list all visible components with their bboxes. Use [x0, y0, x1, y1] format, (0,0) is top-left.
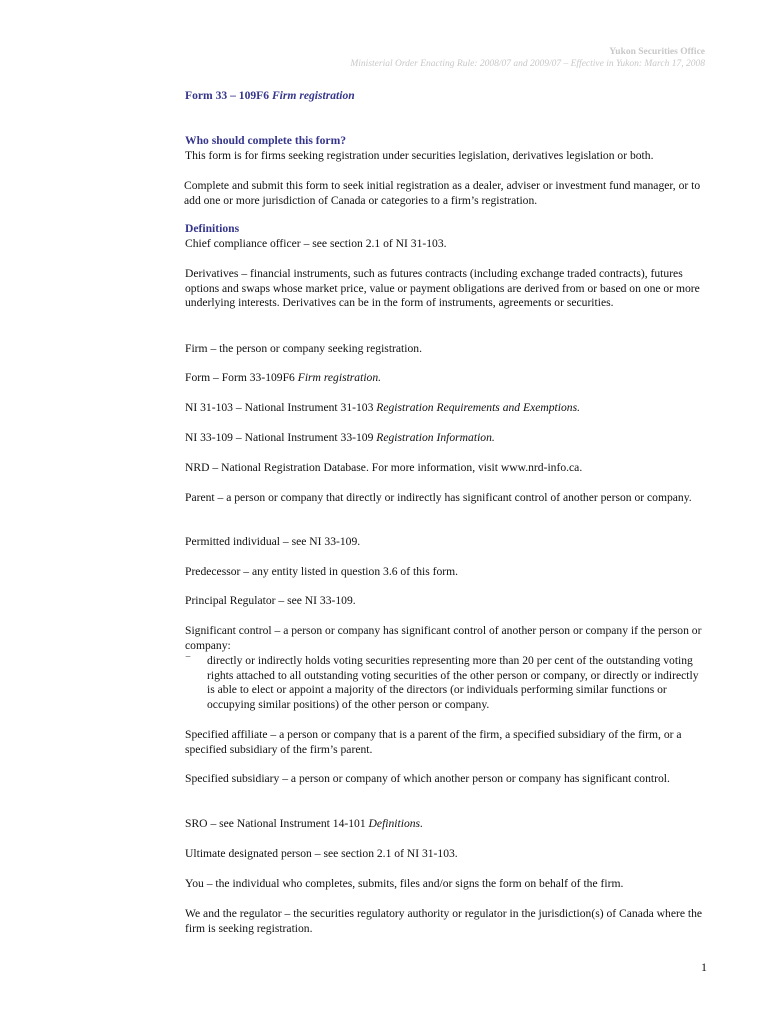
- definition-ultimate-designated-person: Ultimate designated person – see section 2.1 of NI 31-103.: [185, 847, 458, 860]
- who-paragraph-1: This form is for firms seeking registration under securities legislation, derivatives legislation or both.: [185, 149, 654, 162]
- page-number: 1: [701, 960, 707, 974]
- definition-derivatives: Derivatives – financial instruments, such as futures contracts (including exchange traded contracts), futures options and swaps whose market price, value or payment obligations are derived from or based on one or more underlying interests. Derivatives can be in the form of instruments, agreements or securities.: [185, 267, 700, 310]
- definition-principal-regulator: Principal Regulator – see NI 33-109.: [185, 594, 356, 607]
- definition-significant-control: Significant control – a person or company has significant control of another person or company if the person or company:: [185, 624, 702, 652]
- definition-we-and-the-regulator: We and the regulator – the securities regulatory authority or regulator in the jurisdiction(s) of Canada where the firm is seeking registration.: [185, 907, 703, 935]
- definitions-heading: Definitions: [185, 222, 240, 235]
- form-title: [185, 89, 715, 104]
- header-office: Yukon Securities Office: [609, 47, 705, 57]
- definition-ni-33-109-italic: Registration Information.: [376, 431, 495, 444]
- who-heading: Who should complete this form?: [185, 134, 347, 147]
- definition-predecessor: Predecessor – any entity listed in question 3.6 of this form.: [185, 565, 459, 578]
- definition-ni-33-109-text: NI 33-109 – National Instrument 33-109: [185, 431, 377, 444]
- definition-permitted-individual: Permitted individual – see NI 33-109.: [185, 535, 361, 548]
- definition-nrd: NRD – National Registration Database. For more information, visit www.nrd-info.ca.: [185, 461, 583, 474]
- definition-form-italic: Firm registration.: [297, 371, 382, 384]
- definition-cco: Chief compliance officer – see section 2.1 of NI 31-103.: [185, 237, 447, 250]
- definition-sro: [185, 817, 715, 832]
- definition-ni-31-103-italic: Registration Requirements and Exemptions.: [376, 401, 580, 414]
- definition-specified-subsidiary: Specified subsidiary – a person or company of which another person or company has significant control.: [185, 772, 670, 785]
- definition-sro-text: SRO – see National Instrument 14-101: [185, 817, 369, 830]
- definition-parent: Parent – a person or company that directly or indirectly has significant control of another person or company.: [185, 491, 692, 504]
- definition-form: [185, 371, 715, 386]
- bullet-mark: ‾: [186, 655, 190, 669]
- who-paragraph-2: Complete and submit this form to seek initial registration as a dealer, adviser or investment fund manager, or to add one or more jurisdiction of Canada or categories to a firm’s registration.: [184, 179, 701, 207]
- significant-control-bullet: directly or indirectly holds voting securities representing more than 20 per cent of the outstanding voting rights attached to all outstanding voting securities of the other person or company, or directly or indirectly is able to elect or appoint a majority of the directors (or individuals performing similar functions or occupying similar positions) of the other person or company.: [207, 654, 699, 712]
- definition-specified-affiliate: Specified affiliate – a person or company that is a parent of the firm, a specified subsidiary of the firm, or a specified subsidiary of the firm’s parent.: [185, 728, 682, 756]
- definition-firm: Firm – the person or company seeking registration.: [185, 342, 422, 355]
- definition-form-text: Form – Form 33-109F6: [185, 371, 298, 384]
- definition-ni-31-103-text: NI 31-103 – National Instrument 31-103: [185, 401, 377, 414]
- definition-ni-33-109: [185, 431, 715, 446]
- definition-you: You – the individual who completes, submits, files and/or signs the form on behalf of the firm.: [185, 877, 624, 890]
- definition-ni-31-103: [185, 401, 715, 416]
- form-title-number: Form 33 – 109F6: [185, 89, 270, 102]
- definition-sro-italic: Definitions.: [368, 817, 423, 830]
- header-order: Ministerial Order Enacting Rule: 2008/07 and 2009/07 – Effective in Yukon: March 17, 2008: [350, 59, 705, 69]
- form-title-name: Firm registration: [271, 89, 355, 102]
